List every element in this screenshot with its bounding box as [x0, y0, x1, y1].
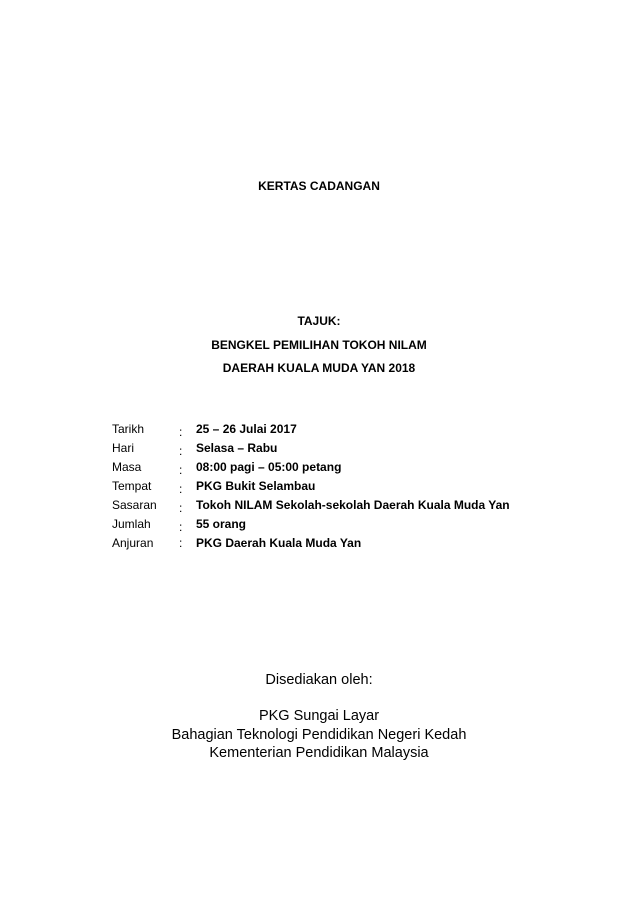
detail-value: Tokoh NILAM Sekolah-sekolah Daerah Kuala Muda Yan: [196, 498, 510, 512]
detail-label: Tempat: [112, 479, 152, 493]
detail-value: 08:00 pagi – 05:00 petang: [196, 460, 342, 474]
detail-label: Tarikh: [112, 422, 145, 436]
detail-colon: :: [179, 520, 183, 534]
detail-colon: :: [179, 463, 183, 477]
detail-colon: :: [179, 501, 183, 515]
detail-value: Selasa – Rabu: [196, 441, 278, 455]
detail-label: Anjuran: [112, 536, 154, 550]
topic-label: TAJUK:: [297, 314, 341, 328]
detail-label: Sasaran: [112, 498, 157, 512]
detail-value: PKG Daerah Kuala Muda Yan: [196, 536, 362, 550]
detail-label: Hari: [112, 441, 135, 455]
detail-colon: :: [179, 482, 183, 496]
organization-division: Bahagian Teknologi Pendidikan Negeri Kedah: [171, 727, 467, 743]
prepared-by-label: Disediakan oleh:: [265, 672, 373, 688]
detail-label: Jumlah: [112, 517, 151, 531]
organization-ministry: Kementerian Pendidikan Malaysia: [209, 745, 429, 761]
organization-name: PKG Sungai Layar: [258, 708, 380, 724]
topic-line-2: DAERAH KUALA MUDA YAN 2018: [222, 361, 416, 375]
document-title: KERTAS CADANGAN: [258, 179, 380, 193]
detail-colon: :: [179, 444, 183, 458]
detail-colon: :: [179, 425, 183, 439]
detail-colon: :: [179, 536, 183, 550]
topic-line-1: BENGKEL PEMILIHAN TOKOH NILAM: [211, 338, 427, 352]
detail-value: 55 orang: [196, 517, 247, 531]
detail-value: PKG Bukit Selambau: [196, 479, 316, 493]
detail-label: Masa: [112, 460, 142, 474]
detail-value: 25 – 26 Julai 2017: [196, 422, 297, 436]
